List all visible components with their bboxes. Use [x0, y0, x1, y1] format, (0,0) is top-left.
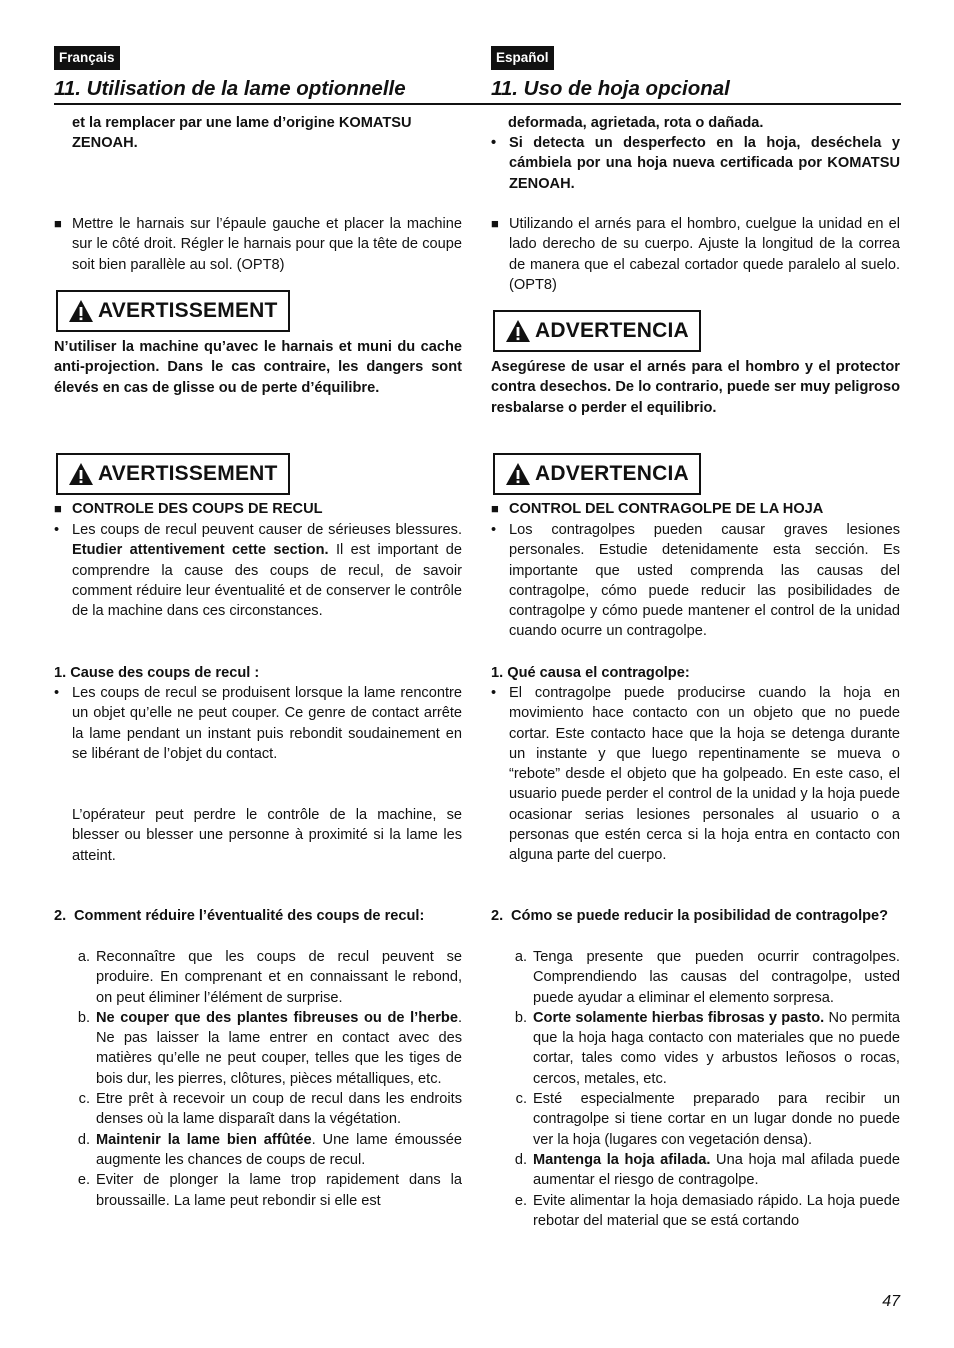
bullet-recoil-spanish: • Los contragolpes pueden causar graves lesiones personales. Estudie detenidamente esta sección. Es importante que usted comprenda las causas del contragolpe, cómo puede reducir las posibilidades de contragolpe y cómo puede mantener el control de la unidad cuando ocurre un contragolpe.: [491, 520, 900, 642]
page-number: 47: [882, 1293, 900, 1310]
bullet-recoil-french: • Les coups de recul peuvent causer de sérieuses blessures. Etudier attentivement cette section. Il est important de comprendre la cause des coups de recul, de savoir comment réduire leur éventualité et de conserver le contrôle de la machine dans ces circonstances.: [54, 520, 462, 621]
harness-paragraph-spanish: [491, 214, 900, 295]
cause-bullet-french: • Les coups de recul se produisent lorsque la lame rencontre un objet qu’elle ne peut couper. Ce genre de contact arrête la lame pendant un instant puis rebondit soudainement en se libérant de l’objet du contact.: [54, 683, 462, 764]
list-item: e. Evite alimentar la hoja demasiado rápido. La hoja puede rebotar del material que se está cortando: [514, 1192, 900, 1229]
warning-text-1-spanish: Asegúrese de usar el arnés para el hombro y el protector contra desechos. De lo contrario, puede ser muy peligroso resbalarse o perder el equilibrio.: [491, 359, 900, 416]
warning-triangle-icon: [505, 319, 531, 343]
warning-label: AVERTISSEMENT: [98, 298, 278, 322]
reduce-title-spanish: 2. Cómo se puede reducir la posibilidad de contragolpe?: [491, 908, 889, 924]
warning-box-1-french: [54, 290, 290, 332]
warning-triangle-icon: [68, 462, 94, 486]
reduce-list-french: [54, 947, 462, 1211]
spanish-column: [491, 46, 900, 101]
warning-label: ADVERTENCIA: [535, 461, 689, 485]
section-title-french: ■ CONTROLE DES COUPS DE RECUL: [54, 499, 462, 519]
square-bullet-icon: ■: [491, 501, 499, 516]
warning-box-2-french: [54, 453, 290, 495]
list-item: a. Reconnaître que les coups de recul peuvent se produire. En comprenant et en connaissant le rebond, on peut éliminer l’élément de surprise.: [77, 949, 462, 1006]
bullet-dot-icon: •: [54, 522, 60, 538]
language-label-french: Français: [54, 46, 120, 70]
list-item: c. Etre prêt à recevoir un coup de recul dans les endroits denses où la lame disparaît dans la végétation.: [78, 1091, 462, 1128]
heading-rule: [54, 103, 901, 105]
cause-title-spanish: 1. Qué causa el contragolpe:: [491, 665, 690, 681]
square-bullet-icon: ■: [54, 501, 62, 516]
bullet-dot-icon: •: [491, 135, 497, 151]
list-item: b. Ne couper que des plantes fibreuses ou de l’herbe. Ne pas laisser la lame entrer en contact avec des matières qu’elle ne peut couper, telles que les tiges de bois dur, les pierres, clôtures, pièces métalliques, etc.: [77, 1009, 462, 1087]
cause-text2-french: L’opérateur peut perdre le contrôle de la machine, se blesser ou blesser une personne à proximité si la lame les atteint.: [72, 807, 462, 864]
harness-paragraph-french: [54, 214, 462, 275]
bullet-dot-icon: •: [491, 522, 497, 538]
square-bullet-icon: ■: [54, 216, 62, 231]
harness-text: Utilizando el arnés para el hombro, cuelgue la unidad en el lado derecho de su cuerpo. Ajuste la longitud de la correa de manera que el cabezal cortador quede paralelo al suelo. (OPT8): [509, 216, 900, 293]
section-heading-french: 11. Utilisation de la lame optionnelle: [54, 77, 406, 100]
cause-bullet-spanish: • El contragolpe puede producirse cuando la hoja en movimiento hace contacto con un objeto que no puede cortar. Este contacto hace que la hoja se detenga durante un instante y que luego repentinamente se mueva o “rebote” desde el objeto que ha golpeado. En este caso, el usuario puede perder el control de la unidad y la hoja puede ocasionar serias lesiones personales al usuario o a personas que estén cerca si la hoja entra en contacto con alguna parte del cuerpo.: [491, 683, 900, 866]
warning-triangle-icon: [505, 462, 531, 486]
reduce-title-french: 2. Comment réduire l’éventualité des coups de recul:: [54, 908, 425, 924]
warning-text-1-french: N’utiliser la machine qu’avec le harnais et muni du cache anti-projection. Dans le cas contraire, les dangers sont élevés en cas de glisse ou de perte d’équilibre.: [54, 339, 462, 396]
warning-box-2-spanish: [491, 453, 701, 495]
section-heading-spanish: 11. Uso de hoja opcional: [491, 77, 730, 100]
list-item: a. Tenga presente que pueden ocurrir contragolpes. Comprendiendo las causas del contragolpe, usted puede ayudar a eliminar el elemento sorpresa.: [514, 949, 900, 1006]
intro-bold-spanish: deformada, agrietada, rota o dañada.: [508, 115, 764, 131]
french-column: [54, 46, 462, 101]
intro-bold-french: et la remplacer par une lame d’origine KOMATSU ZENOAH.: [72, 115, 412, 152]
warning-label: ADVERTENCIA: [535, 318, 689, 342]
list-item: c. Esté especialmente preparado para recibir un contragolpe si tiene cortar en un lugar donde no puede ver la hoja (lugares con vegetación densa).: [515, 1091, 900, 1148]
intro-bullet-spanish: • Si detecta un desperfecto en la hoja, deséchela y cámbiela por una hoja nueva certificada por KOMATSU ZENOAH.: [491, 133, 900, 194]
warning-box-1-spanish: [491, 310, 701, 352]
list-item: d. Maintenir la lame bien affûtée. Une lame émoussée augmente les chances de coups de recul.: [77, 1131, 462, 1168]
reduce-list-spanish: [491, 947, 900, 1231]
warning-label: AVERTISSEMENT: [98, 461, 278, 485]
list-item: b. Corte solamente hierbas fibrosas y pasto. No permita que la hoja haga contacto con materiales que no puede cortar, tales como vides y arbustos leñosos o rocas, cercos, metales, etc.: [514, 1009, 900, 1087]
list-item: e. Eviter de plonger la lame trop rapidement dans la broussaille. La lame peut rebondir si elle est: [77, 1172, 462, 1209]
language-label-spanish: Español: [491, 46, 554, 70]
list-item: d. Mantenga la hoja afilada. Una hoja mal afilada puede aumentar el riesgo de contragolpe.: [514, 1151, 900, 1189]
harness-text: Mettre le harnais sur l’épaule gauche et placer la machine sur le côté droit. Régler le harnais pour que la tête de coupe soit bien parallèle au sol. (OPT8): [72, 216, 462, 273]
warning-triangle-icon: [68, 299, 94, 323]
section-title-spanish: ■ CONTROL DEL CONTRAGOLPE DE LA HOJA: [491, 499, 900, 519]
cause-title-french: 1. Cause des coups de recul :: [54, 665, 260, 681]
square-bullet-icon: ■: [491, 216, 499, 231]
bullet-dot-icon: •: [491, 685, 497, 701]
bullet-dot-icon: •: [54, 685, 60, 701]
